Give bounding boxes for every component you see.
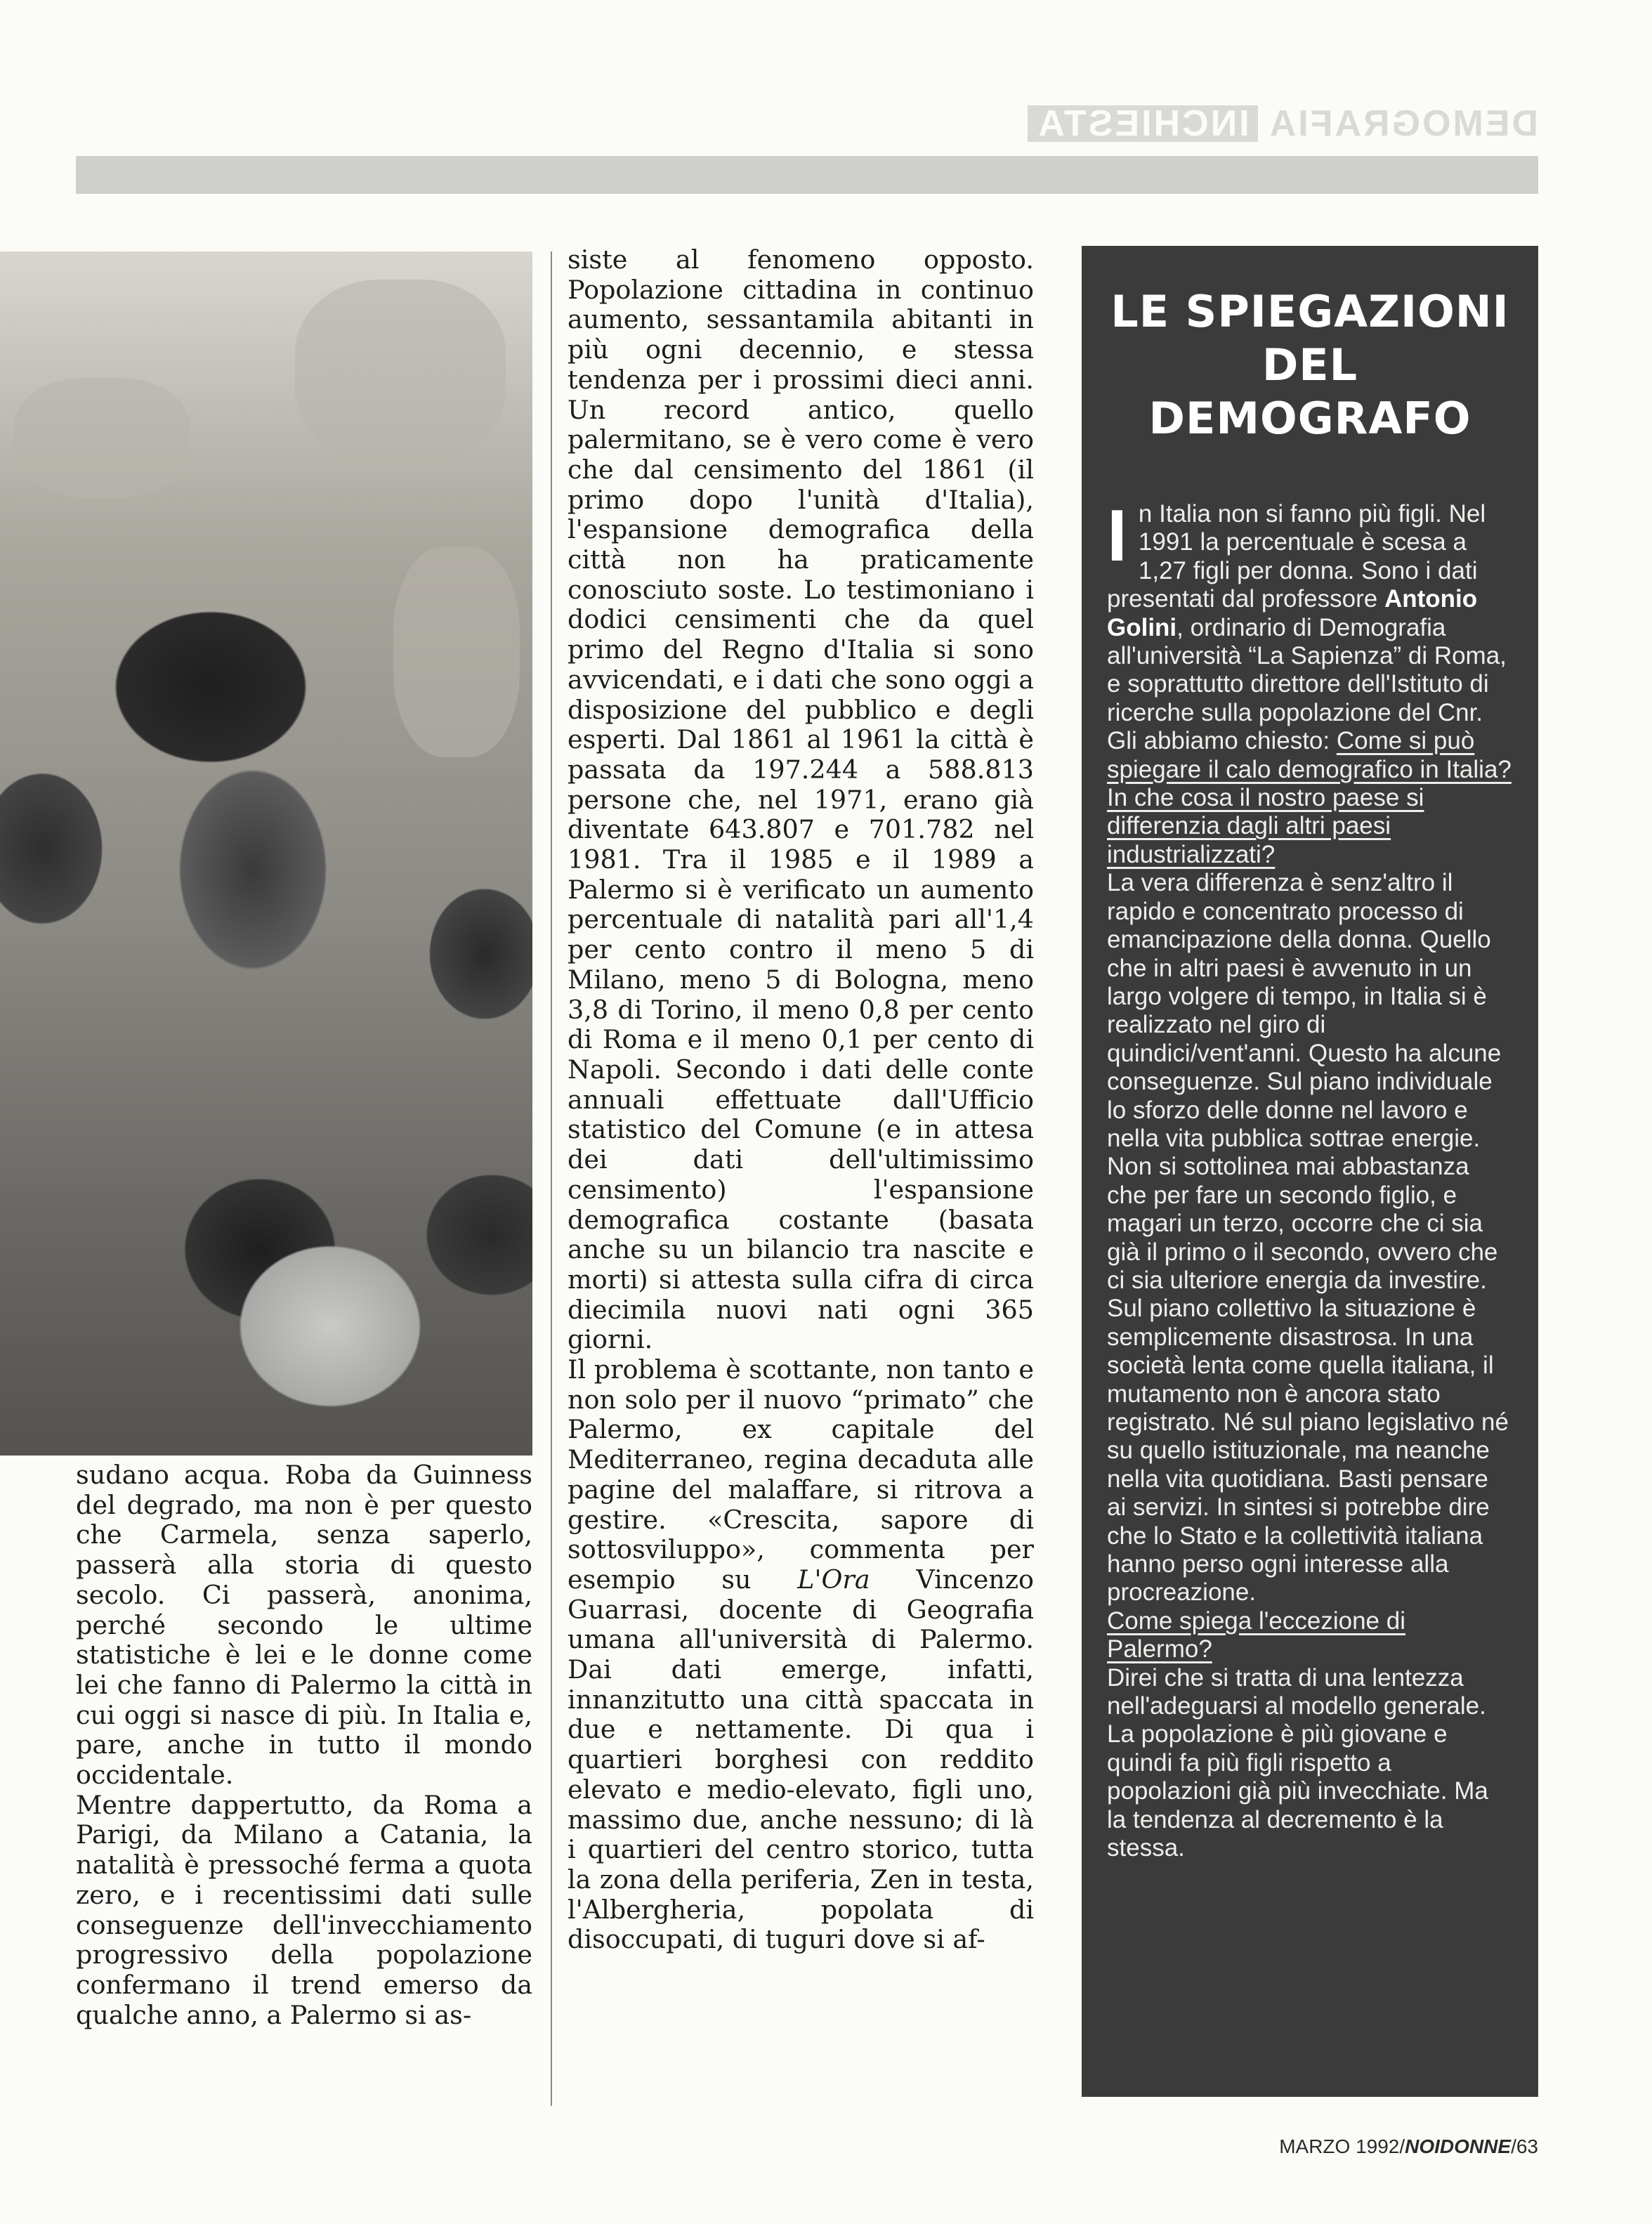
col2-paragraph: siste al fenomeno opposto. Popolazione cittadina in continuo aumento, sessantamila abitanti in più ogni decennio, e stessa tendenza per i prossimi dieci anni. Un record antico, quello palermitano, se è vero come è vero che dal censimento del 1861 (il primo dopo l'unità d'Italia), l'espansione demografica della città non ha praticamente conosciuto soste. Lo testimoniano i dodici censimenti che da quel primo del Regno d'Italia si sono avvicendati, e i dati che sono oggi a disposizione del pubblico e degli esperti. Dal 1861 al 1961 la città è passata da 197.244 a 588.813 persone che, nel 1971, erano già diventate 643.807 e 701.782 nel 1981. Tra il 1985 e il 1989 a Palermo si è verificato un aumento percentuale di natalità pari all'1,4 per cento contro il meno 5 di Milano, meno 5 di Bologna, meno 3,8 di Torino, il meno 0,8 per cento di Roma e il meno 0,1 per cento di Napoli. Secondo i dati delle conte annuali effettuate dall'Ufficio statistico del Comune (e in attesa dei dati dell'ultimissimo censimento) l'espansione demografica costante (basata anche su un bilancio tra nascite e morti) si attesta sulla cifra di circa diecimila nuovi nati ogni 365 giorni. (568, 244, 1034, 1355)
article-column-1 (76, 1460, 532, 2030)
header-strip (76, 156, 1538, 194)
section-tag-word: DEMOGRAFIA (1267, 103, 1538, 144)
section-tag-box: INCHIESTA (1028, 105, 1257, 142)
sidebar-box (1082, 246, 1538, 2097)
footer-page-number: /63 (1511, 2135, 1538, 2157)
sidebar-body (1107, 495, 1513, 1863)
article-column-2 (568, 245, 1034, 1955)
article-photo (0, 251, 532, 1456)
column-divider (551, 251, 552, 2106)
col1-paragraph: Mentre dappertutto, da Roma a Parigi, da Milano a Catania, la natalità è pressoché ferma a quota zero, e i recentissimi dati sulle conseguenze dell'invecchiamento progressivo della popolazione confermano il trend emerso da qualche anno, a Palermo si as- (76, 1789, 532, 2030)
sidebar-answer: La vera differenza è senz'altro il rapido e concentrato processo di emancipazione della donna. Quello che in altri paesi è avvenuto in un largo volgere di tempo, in Italia si è realizzato nel giro di quindici/vent'anni. Questo ha alcune conseguenze. Sul piano individuale lo sforzo delle donne nel lavoro e nella vita pubblica sottrae energie. Non si sottolinea mai abbastanza che per fare un secondo figlio, e magari un terzo, occorre che ci sia già il primo o il secondo, ovvero che ci sia ulteriore energia da investire. Sul piano collettivo la situazione è semplicemente disastrosa. In una società lenta come quella italiana, il mutamento non è ancora stato registrato. Né sul piano legislativo né su quello istituzionale, ma neanche nella vita quotidiana. Basti pensare ai servizi. In sintesi si potrebbe dire che lo Stato e la collettività italiana hanno perso ogni interesse alla procreazione. (1107, 869, 1509, 1607)
footer-date: MARZO 1992/ (1279, 2135, 1405, 2157)
newspaper-name: L'Ora (797, 1564, 870, 1595)
col2-paragraph: Il problema è scottante, non tanto e non solo per il nuovo “primato” che Palermo, ex capitale del Mediterraneo, regina decaduta alle pagine del malaffare, si ritrova a gestire. «Crescita, sapore di sottosviluppo», commenta per esempio su L'Ora Vincenzo Guarrasi, docente di Geografia umana all'università di Palermo. Dai dati emerge, infatti, innanzitutto una città spaccata in due e nettamente. Di qua i quartieri borghesi con reddito elevato e medio-elevato, figli uno, massimo due, anche nessuno; di là i quartieri del centro storico, tutta la zona della periferia, Zen in testa, l'Albergheria, popolata di disoccupati, di tuguri dove si af- (568, 1354, 1035, 1955)
interviewee-name: Antonio Golini (1107, 585, 1478, 641)
footer-magazine: NOIDONNE (1405, 2135, 1512, 2157)
section-tag (1036, 103, 1538, 144)
col1-paragraph: sudano acqua. Roba da Guinness del degrado, ma non è per questo che Carmela, senza saperlo, passerà alla storia di questo secolo. Ci passerà, anonima, perché secondo le ultime statistiche è lei e le donne come lei che fanno di Palermo la città in cui oggi si nasce di più. In Italia e, pare, anche in tutto il mondo occidentale. (76, 1460, 532, 1791)
sidebar-question: Come si può spiegare il calo demografico in Italia? In che cosa il nostro paese si differenzia dagli altri paesi industrializzati? (1107, 727, 1512, 868)
sidebar-answer: Direi che si tratta di una lentezza nell'adeguarsi al modello generale. La popolazione è più giovane e quindi fa più figli rispetto a popolazioni già più invecchiate. Ma la tendenza al decremento è la stessa. (1107, 1663, 1488, 1862)
sidebar-intro: In Italia non si fanno più figli. Nel 1991 la percentuale è scesa a 1,27 figli per donna. Sono i dati presentati dal professore Antonio Golini, ordinario di Demografia all'università “La Sapienza” di Roma, e soprattutto direttore dell'Istituto di ricerche sulla popolazione del Cnr. Gli abbiamo chiesto: Come si può spiegare il calo demografico in Italia? In che cosa il nostro paese si differenzia dagli altri paesi industrializzati? (1107, 495, 1512, 868)
dropcap: I (1107, 495, 1127, 577)
sidebar-question: Come spiega l'eccezione di Palermo? (1107, 1607, 1405, 1663)
page-footer (1279, 2135, 1538, 2158)
sidebar-title: LE SPIEGAZIONI DEL DEMOGRAFO (1110, 286, 1509, 444)
